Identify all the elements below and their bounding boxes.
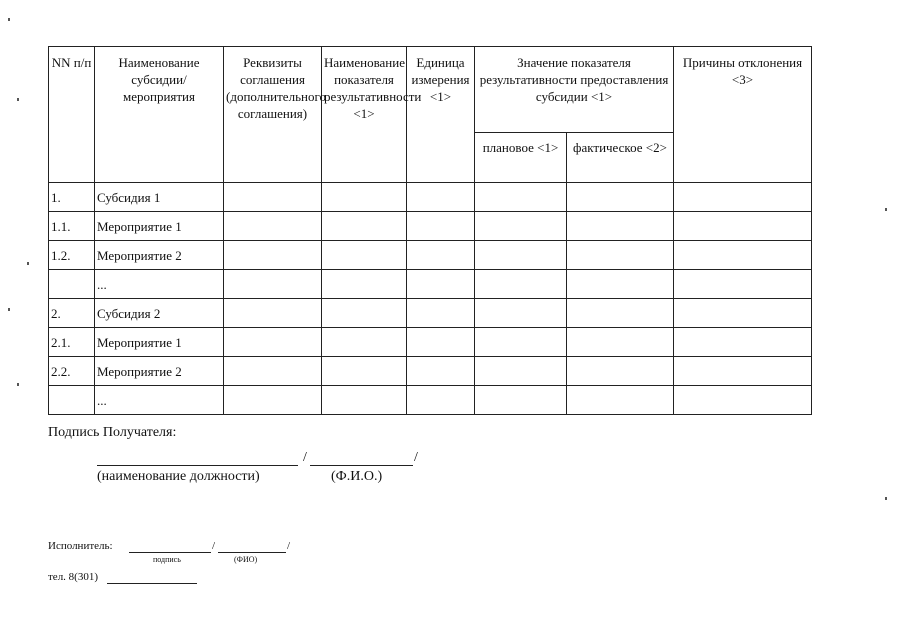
- row-number: 1.2.: [49, 241, 95, 270]
- table-row: [49, 241, 812, 270]
- cell-planned: [475, 328, 567, 357]
- scan-speck: [17, 383, 19, 386]
- cell-indicator: [322, 328, 407, 357]
- row-name: Субсидия 2: [95, 299, 224, 328]
- executor-slash: /: [212, 540, 216, 552]
- row-number: 2.: [49, 299, 95, 328]
- position-caption: (наименование должности): [97, 469, 260, 484]
- table-row: [49, 386, 812, 415]
- cell-indicator: [322, 357, 407, 386]
- fio-caption: (Ф.И.О.): [331, 469, 383, 484]
- table-row: [49, 357, 812, 386]
- cell-unit: [407, 299, 475, 328]
- header-row: [49, 47, 812, 133]
- cell-unit: [407, 212, 475, 241]
- cell-actual: [567, 270, 674, 299]
- cell-unit: [407, 183, 475, 212]
- cell-planned: [475, 241, 567, 270]
- cell-unit: [407, 328, 475, 357]
- cell-requisites: [224, 328, 322, 357]
- row-number: 2.2.: [49, 357, 95, 386]
- scan-speck: [27, 262, 29, 265]
- cell-requisites: [224, 270, 322, 299]
- cell-indicator: [322, 212, 407, 241]
- signature-slash-end: /: [414, 450, 418, 465]
- cell-actual: [567, 299, 674, 328]
- row-number: [49, 270, 95, 299]
- row-name: ...: [95, 386, 224, 415]
- cell-planned: [475, 270, 567, 299]
- header-unit: Единица измерения <1>: [407, 47, 475, 183]
- header-requisites: Реквизиты соглашения (дополнительного соглашения): [224, 47, 322, 183]
- cell-reasons: [674, 212, 812, 241]
- cell-indicator: [322, 299, 407, 328]
- row-number: 2.1.: [49, 328, 95, 357]
- cell-unit: [407, 241, 475, 270]
- row-name: Мероприятие 2: [95, 241, 224, 270]
- cell-reasons: [674, 328, 812, 357]
- signature-title: Подпись Получателя:: [48, 425, 177, 440]
- row-name: ...: [95, 270, 224, 299]
- scan-speck: [885, 208, 887, 211]
- cell-reasons: [674, 183, 812, 212]
- cell-requisites: [224, 183, 322, 212]
- cell-actual: [567, 183, 674, 212]
- cell-actual: [567, 241, 674, 270]
- cell-actual: [567, 212, 674, 241]
- fio-signature-line: [310, 465, 413, 466]
- cell-planned: [475, 357, 567, 386]
- cell-planned: [475, 299, 567, 328]
- cell-indicator: [322, 270, 407, 299]
- header-indicator: Наименование показателя результативности <1>: [322, 47, 407, 183]
- cell-reasons: [674, 299, 812, 328]
- scan-speck: [17, 98, 19, 101]
- cell-requisites: [224, 212, 322, 241]
- cell-requisites: [224, 357, 322, 386]
- cell-requisites: [224, 386, 322, 415]
- row-name: Мероприятие 2: [95, 357, 224, 386]
- executor-fio-line: [218, 552, 286, 553]
- row-name: Мероприятие 1: [95, 212, 224, 241]
- table-row: [49, 328, 812, 357]
- cell-indicator: [322, 241, 407, 270]
- row-number: 1.: [49, 183, 95, 212]
- cell-planned: [475, 212, 567, 241]
- header-name: Наименование субсидии/мероприятия: [95, 47, 224, 183]
- header-planned: плановое <1>: [475, 133, 567, 183]
- phone-line: [107, 583, 197, 584]
- row-number: [49, 386, 95, 415]
- table-row: [49, 183, 812, 212]
- header-reasons: Причины отклонения <3>: [674, 47, 812, 183]
- table-row: [49, 299, 812, 328]
- executor-slash-end: /: [287, 540, 291, 552]
- row-number: 1.1.: [49, 212, 95, 241]
- table-row: [49, 212, 812, 241]
- cell-requisites: [224, 241, 322, 270]
- cell-unit: [407, 270, 475, 299]
- cell-reasons: [674, 357, 812, 386]
- scan-speck: [885, 497, 887, 500]
- cell-reasons: [674, 270, 812, 299]
- executor-signature-caption: подпись: [153, 555, 181, 564]
- results-table: [48, 46, 812, 415]
- position-signature-line: [97, 465, 298, 466]
- cell-unit: [407, 386, 475, 415]
- row-name: Субсидия 1: [95, 183, 224, 212]
- cell-requisites: [224, 299, 322, 328]
- cell-actual: [567, 357, 674, 386]
- executor-label: Исполнитель:: [48, 540, 113, 552]
- executor-signature-line: [129, 552, 211, 553]
- cell-planned: [475, 386, 567, 415]
- cell-indicator: [322, 386, 407, 415]
- signature-slash: /: [303, 450, 307, 465]
- header-actual: фактическое <2>: [567, 133, 674, 183]
- table-row: [49, 270, 812, 299]
- executor-fio-caption: (ФИО): [234, 555, 258, 564]
- header-nn: NN п/п: [49, 47, 95, 183]
- cell-indicator: [322, 183, 407, 212]
- cell-reasons: [674, 386, 812, 415]
- scan-speck: [8, 18, 10, 21]
- cell-reasons: [674, 241, 812, 270]
- header-value: Значение показателя результативности предоставления субсидии <1>: [475, 47, 674, 133]
- cell-unit: [407, 357, 475, 386]
- row-name: Мероприятие 1: [95, 328, 224, 357]
- cell-actual: [567, 328, 674, 357]
- cell-actual: [567, 386, 674, 415]
- cell-planned: [475, 183, 567, 212]
- executor-phone: тел. 8(301): [48, 571, 99, 583]
- scan-speck: [8, 308, 10, 311]
